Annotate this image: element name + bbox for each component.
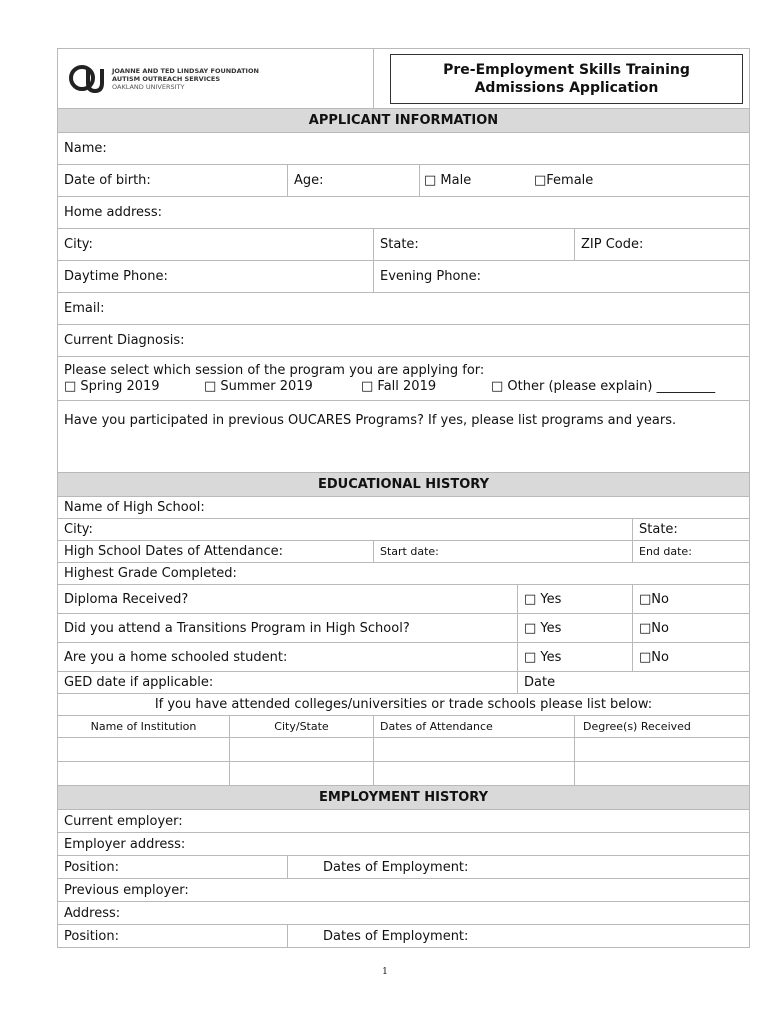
transitions-yes-checkbox[interactable]: □ Yes	[518, 614, 633, 643]
page-number: 1	[382, 967, 388, 977]
session-summer-checkbox[interactable]: □ Summer 2019	[204, 378, 313, 394]
college-row	[58, 762, 750, 786]
form-table	[57, 48, 750, 948]
male-checkbox[interactable]: □ Male	[424, 173, 472, 188]
high-school-field[interactable]: Name of High School:	[58, 497, 750, 519]
ged-label: GED date if applicable:	[58, 672, 518, 694]
city-field[interactable]: City:	[58, 229, 374, 261]
col-header-institution: Name of Institution	[58, 716, 230, 738]
transitions-no-checkbox[interactable]: □No	[633, 614, 750, 643]
gender-cell	[420, 165, 750, 197]
session-cell	[58, 357, 750, 401]
session-other-checkbox[interactable]: □ Other (please explain) _________	[491, 378, 716, 394]
educational-history-heading: EDUCATIONAL HISTORY	[58, 473, 750, 497]
college-degree-cell[interactable]	[575, 738, 750, 762]
college-institution-cell[interactable]	[58, 762, 230, 786]
age-field[interactable]: Age:	[288, 165, 420, 197]
session-prompt: Please select which session of the program you are applying for:	[64, 362, 485, 378]
colleges-prompt: If you have attended colleges/universities or trade schools please list below:	[58, 694, 750, 716]
college-institution-cell[interactable]	[58, 738, 230, 762]
position-field[interactable]: Position:	[58, 856, 288, 879]
diploma-yes-checkbox[interactable]: □ Yes	[518, 585, 633, 614]
session-fall-checkbox[interactable]: □ Fall 2019	[361, 378, 437, 394]
col-header-degree: Degree(s) Received	[575, 716, 750, 738]
logo-line3: OAKLAND UNIVERSITY	[112, 82, 185, 91]
home-address-field[interactable]: Home address:	[58, 197, 750, 229]
hs-start-date-field[interactable]: Start date:	[374, 541, 633, 563]
daytime-phone-field[interactable]: Daytime Phone:	[58, 261, 374, 293]
logo-line2: AUTISM OUTREACH SERVICES	[112, 74, 221, 83]
previous-employer-field[interactable]: Previous employer:	[58, 879, 750, 902]
transitions-label: Did you attend a Transitions Program in High School?	[58, 614, 518, 643]
col-header-dates: Dates of Attendance	[374, 716, 575, 738]
home-school-label: Are you a home schooled student:	[58, 643, 518, 672]
college-row	[58, 738, 750, 762]
application-form	[57, 48, 749, 948]
previous-address-field[interactable]: Address:	[58, 902, 750, 925]
previous-employment-dates-field[interactable]: Dates of Employment:	[288, 925, 750, 948]
zip-field[interactable]: ZIP Code:	[575, 229, 750, 261]
session-spring-checkbox[interactable]: □ Spring 2019	[64, 378, 160, 394]
college-dates-cell[interactable]	[374, 762, 575, 786]
logo-line1: JOANNE AND TED LINDSAY FOUNDATION	[112, 66, 259, 75]
home-school-yes-checkbox[interactable]: □ Yes	[518, 643, 633, 672]
title-cell	[374, 49, 750, 109]
hs-end-date-field[interactable]: End date:	[633, 541, 750, 563]
employment-dates-field[interactable]: Dates of Employment:	[288, 856, 750, 879]
previous-position-field[interactable]: Position:	[58, 925, 288, 948]
college-city-cell[interactable]	[230, 762, 374, 786]
state-field[interactable]: State:	[374, 229, 575, 261]
form-title: Pre-Employment Skills Training Admissions Application	[390, 54, 743, 104]
email-field[interactable]: Email:	[58, 293, 750, 325]
col-header-city-state: City/State	[230, 716, 374, 738]
college-degree-cell[interactable]	[575, 762, 750, 786]
hs-dates-label: High School Dates of Attendance:	[58, 541, 374, 563]
oakland-university-logo-icon	[68, 63, 106, 95]
name-field[interactable]: Name:	[58, 133, 750, 165]
employment-history-heading: EMPLOYMENT HISTORY	[58, 786, 750, 810]
diagnosis-field[interactable]: Current Diagnosis:	[58, 325, 750, 357]
dob-field[interactable]: Date of birth:	[58, 165, 288, 197]
previous-programs-field[interactable]: Have you participated in previous OUCARES Programs? If yes, please list programs and years.	[58, 401, 750, 473]
home-school-no-checkbox[interactable]: □No	[633, 643, 750, 672]
logo-cell	[58, 49, 374, 109]
hs-city-field[interactable]: City:	[58, 519, 633, 541]
employer-address-field[interactable]: Employer address:	[58, 833, 750, 856]
current-employer-field[interactable]: Current employer:	[58, 810, 750, 833]
highest-grade-field[interactable]: Highest Grade Completed:	[58, 563, 750, 585]
college-city-cell[interactable]	[230, 738, 374, 762]
evening-phone-field[interactable]: Evening Phone:	[374, 261, 750, 293]
ged-date-field[interactable]: Date	[518, 672, 750, 694]
hs-state-field[interactable]: State:	[633, 519, 750, 541]
diploma-label: Diploma Received?	[58, 585, 518, 614]
diploma-no-checkbox[interactable]: □No	[633, 585, 750, 614]
college-dates-cell[interactable]	[374, 738, 575, 762]
female-checkbox[interactable]: □Female	[534, 173, 594, 188]
applicant-info-heading: APPLICANT INFORMATION	[58, 109, 750, 133]
